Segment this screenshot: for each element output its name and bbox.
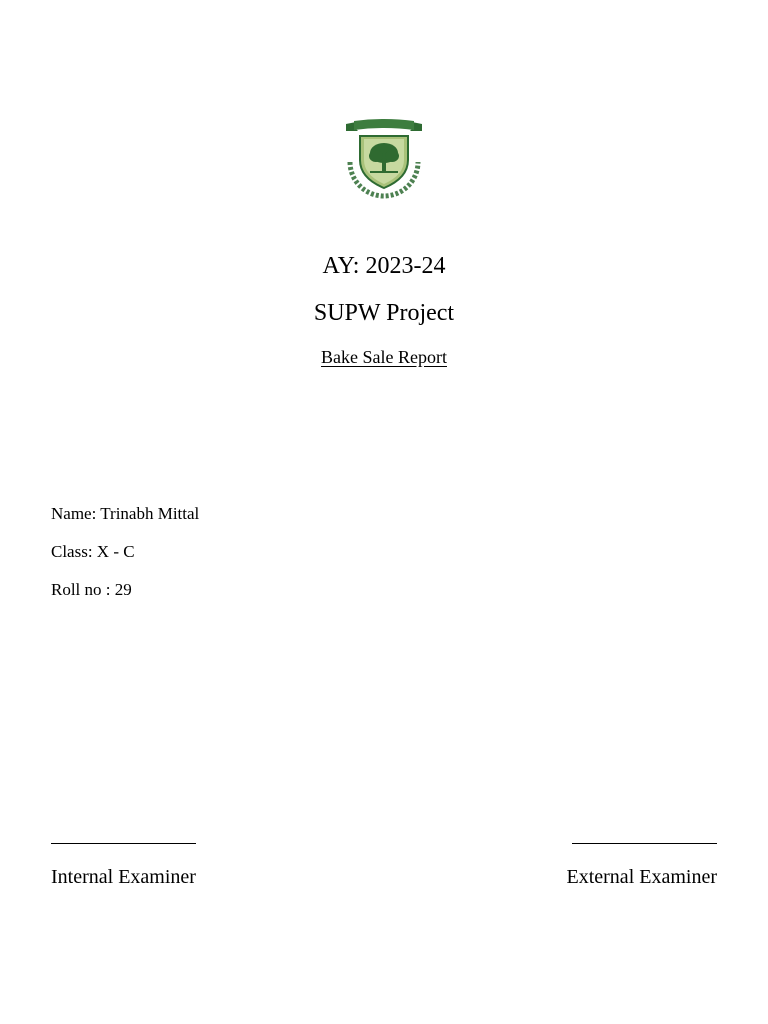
greenwood-high-crest-icon (340, 116, 428, 200)
academic-year: AY: 2023-24 (322, 253, 446, 279)
student-name: Name: Trinabh Mittal (51, 504, 200, 523)
internal-signature-line (51, 843, 196, 844)
student-roll-number: Roll no : 29 (51, 580, 132, 599)
student-class: Class: X - C (51, 542, 135, 561)
internal-examiner-label: Internal Examiner (51, 866, 196, 888)
external-signature-line (572, 843, 717, 844)
project-title: SUPW Project (313, 300, 455, 326)
school-crest-logo (340, 116, 428, 200)
external-examiner-label: External Examiner (566, 866, 717, 888)
report-title: Bake Sale Report (321, 347, 447, 367)
